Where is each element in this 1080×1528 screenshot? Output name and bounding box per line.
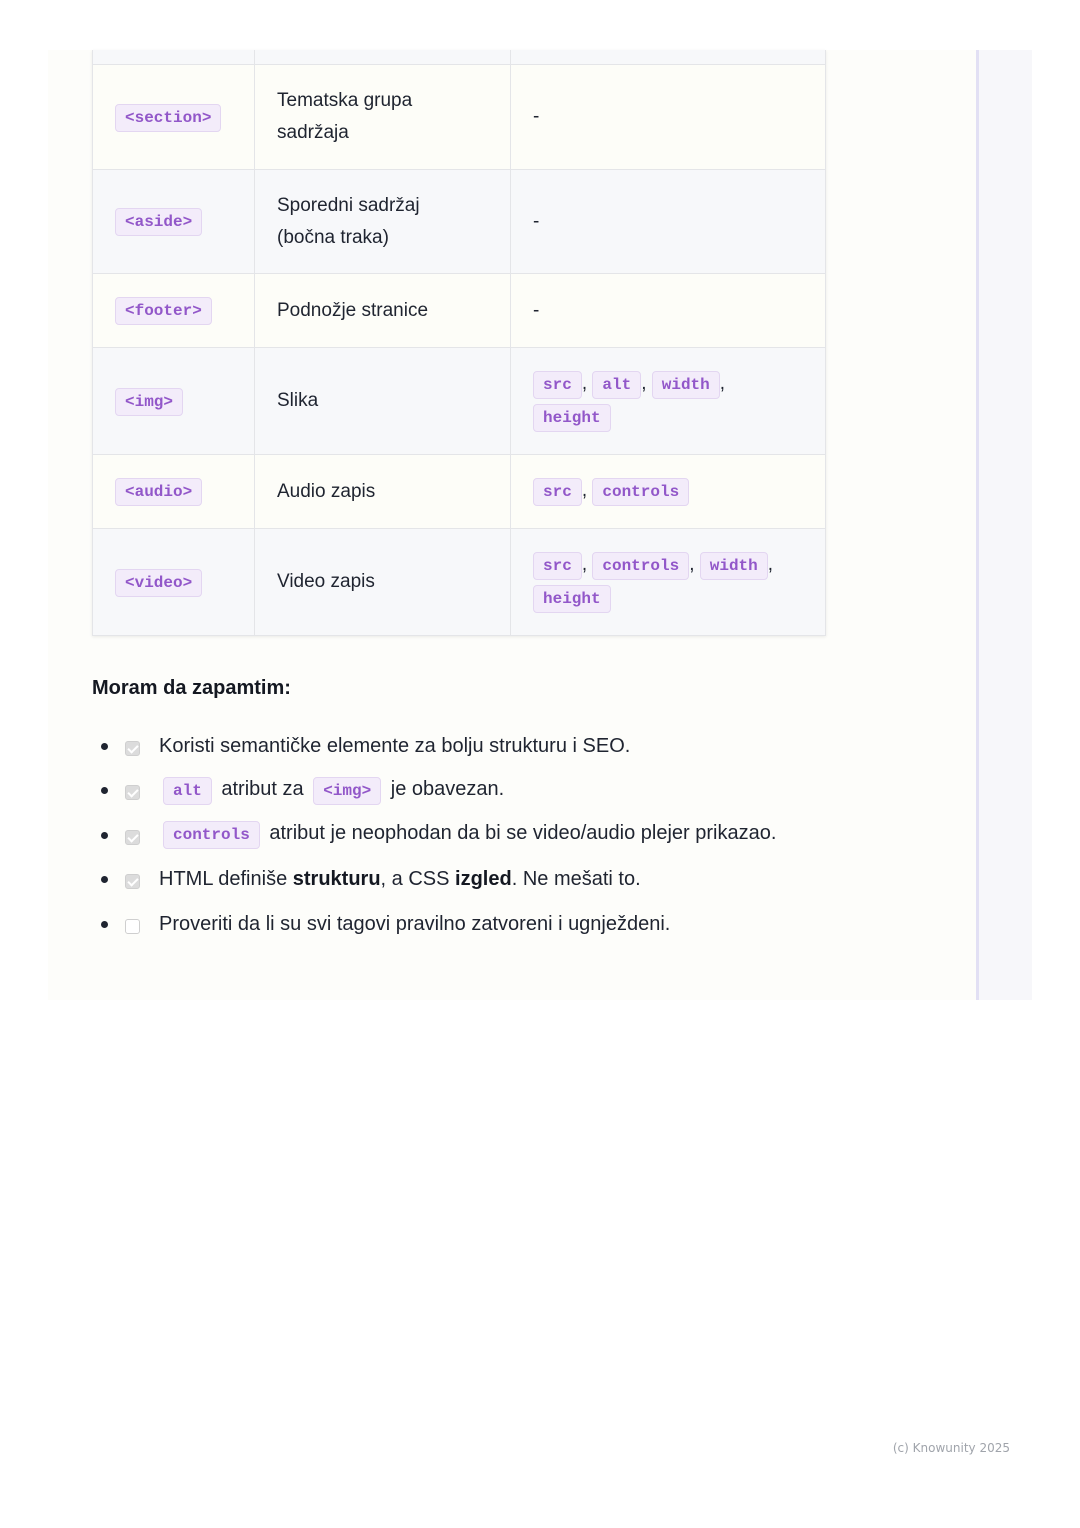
table-row bbox=[93, 274, 826, 348]
bold-text: strukturu bbox=[292, 868, 381, 891]
table-row bbox=[93, 348, 826, 455]
checklist-item-text bbox=[159, 777, 504, 805]
description-cell: Sporedni sadržaj (bočna traka) bbox=[255, 170, 511, 274]
inline-code-chip: controls bbox=[163, 821, 260, 849]
attr-code-chip: width bbox=[652, 371, 720, 399]
description-cell: Podnožje stranice bbox=[255, 274, 511, 348]
bold-text: izgled bbox=[455, 868, 512, 891]
attr-code-chip: height bbox=[533, 404, 611, 432]
checklist-item bbox=[92, 769, 952, 814]
bullet-dot bbox=[101, 921, 108, 928]
tag-cell bbox=[93, 348, 255, 455]
text-run: atribut je neophodan da bi se video/audio plejer prikazao. bbox=[263, 822, 777, 845]
tag-cell bbox=[93, 65, 255, 170]
remember-heading: Moram da zapamtim: bbox=[92, 677, 291, 699]
text-run: . Ne mešati to. bbox=[511, 868, 641, 891]
remember-checklist bbox=[92, 724, 952, 947]
attributes-cell: - bbox=[511, 170, 826, 274]
tag-cell bbox=[93, 529, 255, 636]
checklist-item-text bbox=[159, 735, 630, 758]
text-run: , a CSS bbox=[380, 868, 456, 891]
right-sidebar-rail bbox=[976, 50, 1032, 1000]
attributes-cell: src , alt , width , height bbox=[511, 348, 826, 455]
table-row bbox=[93, 65, 826, 170]
table-row bbox=[93, 455, 826, 529]
bullet-dot bbox=[101, 832, 108, 839]
table-row-continued bbox=[93, 50, 826, 65]
checklist-item-text bbox=[159, 913, 670, 936]
description-cell: Tematska grupa sadržaja bbox=[255, 65, 511, 170]
checklist-item bbox=[92, 902, 952, 947]
attr-code-chip: height bbox=[533, 585, 611, 613]
description-cell: Audio zapis bbox=[255, 455, 511, 529]
attr-code-chip: alt bbox=[592, 371, 641, 399]
attributes-cell: src , controls , width , height bbox=[511, 529, 826, 636]
tag-code-chip: <section> bbox=[115, 104, 221, 132]
text-run: atribut za bbox=[215, 777, 310, 800]
copyright-footer: (c) Knowunity 2025 bbox=[892, 1441, 1010, 1455]
tag-cell bbox=[93, 274, 255, 348]
checkbox-checked[interactable] bbox=[125, 874, 140, 889]
attr-code-chip: src bbox=[533, 371, 582, 399]
table-row bbox=[93, 170, 826, 274]
tag-cell bbox=[93, 170, 255, 274]
attr-code-chip: src bbox=[533, 478, 582, 506]
attr-code-chip: controls bbox=[592, 478, 689, 506]
checkbox-checked[interactable] bbox=[125, 785, 140, 800]
checkbox-checked[interactable] bbox=[125, 830, 140, 845]
tag-code-chip: <aside> bbox=[115, 208, 202, 236]
bullet-dot bbox=[101, 876, 108, 883]
inline-code-chip: <img> bbox=[313, 777, 381, 805]
checklist-item bbox=[92, 858, 952, 903]
description-cell: Slika bbox=[255, 348, 511, 455]
checklist-item bbox=[92, 813, 952, 858]
tag-code-chip: <video> bbox=[115, 569, 202, 597]
checkbox-checked[interactable] bbox=[125, 741, 140, 756]
checklist-item bbox=[92, 724, 952, 769]
html-tags-table bbox=[92, 50, 826, 636]
checklist-item-text bbox=[159, 821, 776, 849]
tag-code-chip: <audio> bbox=[115, 478, 202, 506]
tag-code-chip: <img> bbox=[115, 388, 183, 416]
description-cell: Video zapis bbox=[255, 529, 511, 636]
attributes-cell: - bbox=[511, 274, 826, 348]
attr-code-chip: src bbox=[533, 552, 582, 580]
attributes-cell: src , controls bbox=[511, 455, 826, 529]
text-run: Proveriti da li su svi tagovi pravilno zatvoreni i ugnježdeni. bbox=[159, 912, 671, 935]
checkbox-unchecked[interactable] bbox=[125, 919, 140, 934]
text-run: je obavezan. bbox=[385, 777, 505, 800]
attr-code-chip: width bbox=[700, 552, 768, 580]
bullet-dot bbox=[101, 743, 108, 750]
bullet-dot bbox=[101, 787, 108, 794]
checklist-item-text bbox=[159, 868, 641, 891]
inline-code-chip: alt bbox=[163, 777, 212, 805]
text-run: HTML definiše bbox=[159, 868, 293, 891]
attr-code-chip: controls bbox=[592, 552, 689, 580]
tag-cell bbox=[93, 455, 255, 529]
tag-code-chip: <footer> bbox=[115, 297, 212, 325]
attributes-cell: - bbox=[511, 65, 826, 170]
table-row bbox=[93, 529, 826, 636]
text-run: Koristi semantičke elemente za bolju strukturu i SEO. bbox=[159, 734, 631, 757]
